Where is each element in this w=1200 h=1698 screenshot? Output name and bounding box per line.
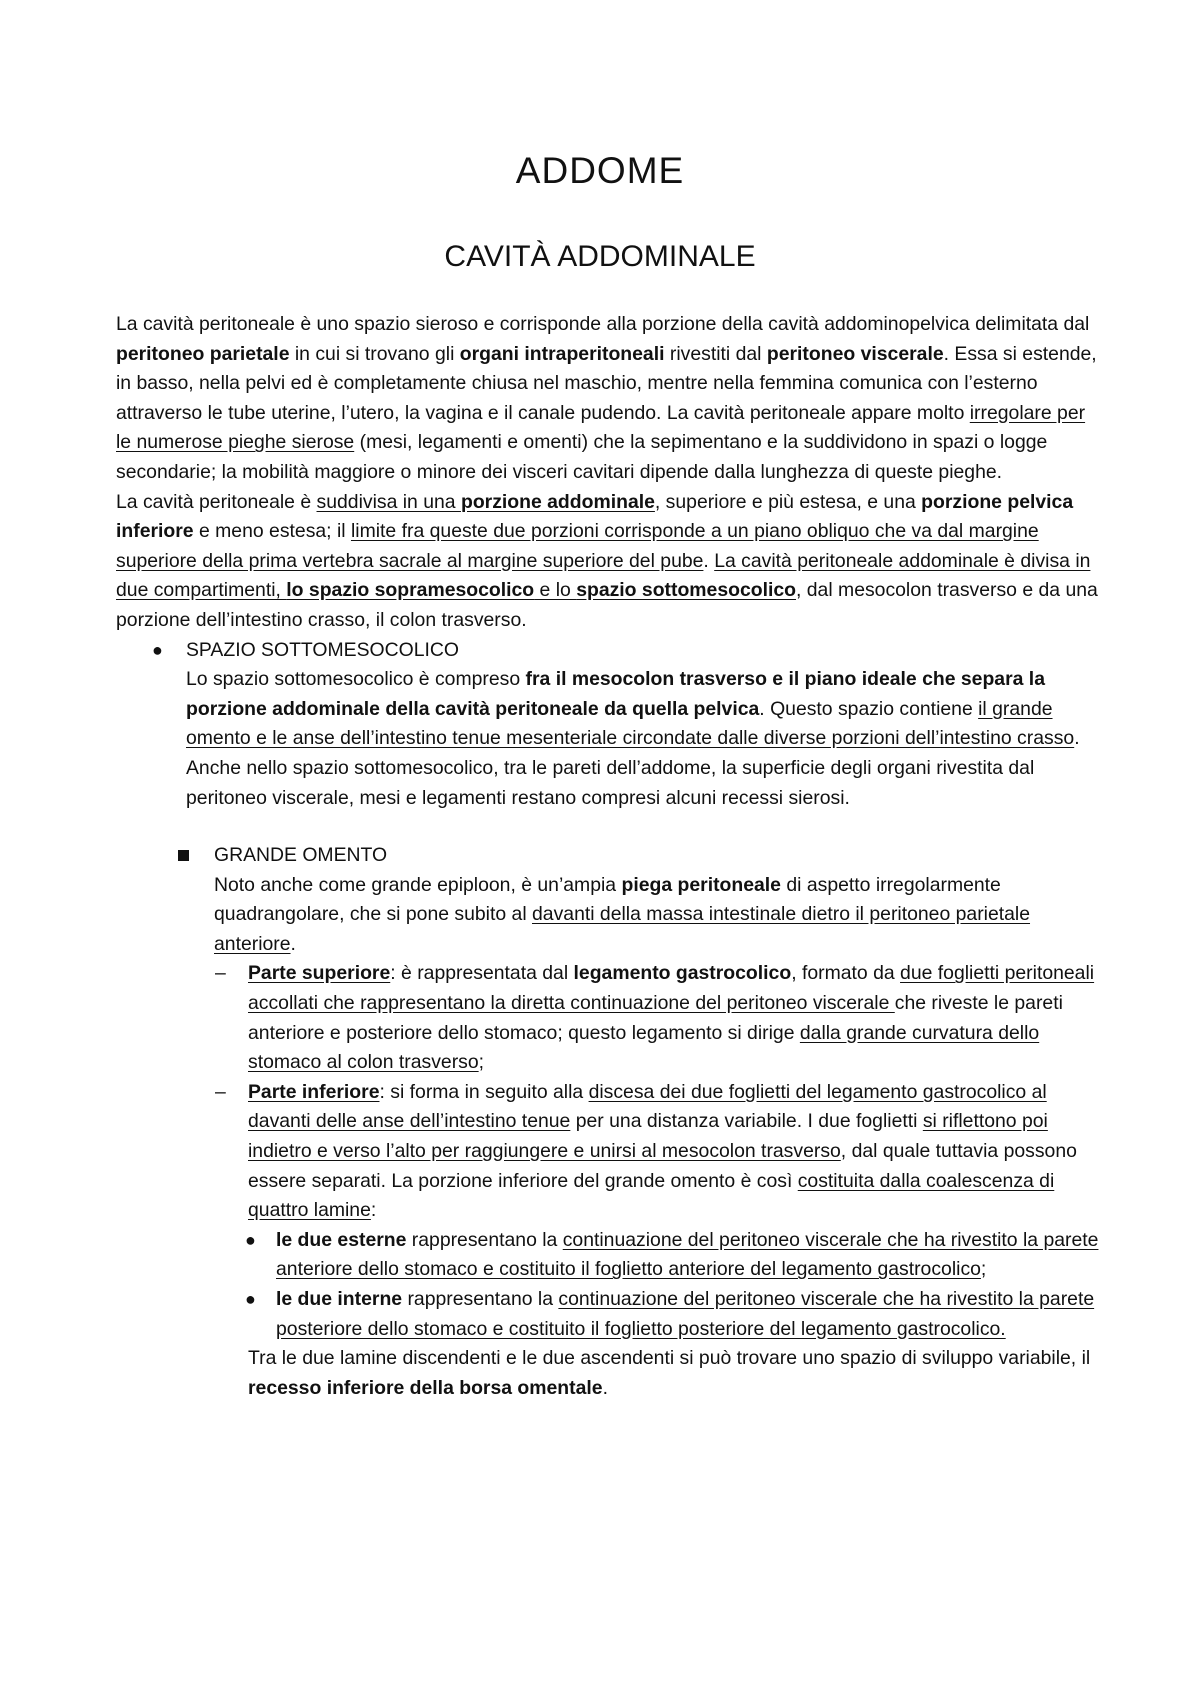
underlined-text: davanti della massa intestinale dietro il peritoneo parietale anteriore — [214, 903, 1031, 955]
bullet-dot-icon: ● — [152, 639, 163, 660]
text: . — [703, 549, 715, 572]
text: . — [602, 1376, 608, 1399]
text: . Questo spazio contiene — [759, 697, 979, 720]
paragraph-closing — [248, 1344, 1101, 1403]
paragraph-grande-omento — [214, 871, 1101, 960]
paragraph-parte-superiore — [248, 959, 1101, 1077]
paragraph-lamine-esterne — [276, 1226, 1101, 1285]
bold-term: le due esterne — [276, 1228, 407, 1251]
paragraph-sottomesocolico — [186, 665, 1101, 813]
text: : si forma in seguito alla — [379, 1080, 589, 1103]
paragraph-intro — [116, 310, 1101, 488]
text: ; — [980, 1258, 987, 1281]
text: . — [290, 932, 296, 955]
paragraph-parte-inferiore — [248, 1078, 1101, 1226]
text: Noto anche come grande epiploon, è un’ampia — [214, 873, 622, 896]
bold-underlined-term: spazio sottomesocolico — [576, 579, 796, 602]
text: in cui si trovano gli — [289, 342, 460, 365]
paragraph-division — [116, 488, 1101, 636]
dash-icon: – — [215, 962, 226, 985]
list-item-lamine-interne — [245, 1285, 1101, 1344]
bold-underlined-term: Parte superiore — [248, 962, 391, 985]
bold-term: legamento gastrocolico — [573, 962, 792, 985]
list-item-parte-inferiore — [215, 1078, 1101, 1226]
underlined-text: irregolare per le numerose pieghe sierose — [116, 401, 1086, 454]
underlined-text: dalla grande curvatura dello stomaco al colon trasverso — [248, 1021, 1040, 1074]
underlined-text: limite fra queste due porzioni corrisponde a un piano obliquo che va dal margine superiore della prima vertebra sacrale al margine superiore del pube — [116, 520, 1039, 572]
text: che riveste le pareti anteriore e posteriore dello stomaco; questo legamento si dirige — [248, 992, 1063, 1044]
text: rappresentano la — [406, 1228, 563, 1251]
list-item-lamine-esterne — [245, 1226, 1101, 1285]
subheading-grande-omento: GRANDE OMENTO — [214, 844, 388, 867]
subheading-sottomesocolico: SPAZIO SOTTOMESOCOLICO — [186, 638, 459, 661]
bold-underlined-term: porzione addominale — [460, 490, 655, 513]
bold-term: recesso inferiore della borsa omentale — [248, 1376, 603, 1399]
page-title: ADDOME — [515, 150, 685, 191]
text: , dal mesocolon trasverso e da una porzione dell’intestino crasso, il colon trasverso. — [116, 579, 1098, 631]
section-title: CAVITÀ ADDOMINALE — [444, 240, 756, 273]
text: (mesi, legamenti e omenti) che la sepimentano e la suddividono in spazi o logge secondarie; la mobilità maggiore o minore dei visceri cavitari dipende dalla lunghezza di queste pieghe. — [116, 431, 1048, 483]
underlined-text: il grande omento e le anse dell’intestino tenue mesenteriale circondate dalle diverse porzioni dell’intestino crasso — [186, 697, 1075, 750]
text: rappresentano la — [402, 1288, 559, 1310]
text: : è rappresentata dal — [390, 962, 574, 985]
text: e meno estesa; il — [193, 520, 351, 543]
bold-term: piega peritoneale — [621, 873, 781, 896]
bold-term: le due interne — [276, 1288, 403, 1310]
text: La cavità peritoneale è uno spazio sieroso e corrisponde alla porzione della cavità addominopelvica delimitata dal — [116, 313, 1090, 335]
underlined-text: continuazione del peritoneo viscerale che ha rivestito la parete anteriore dello stomaco e costituito il foglietto anteriore del legamento gastrocolico — [276, 1228, 1099, 1281]
document-body — [116, 310, 1101, 1403]
underlined-text: e lo — [534, 579, 577, 602]
text: : — [370, 1199, 377, 1222]
bullet-dot-icon: ● — [245, 1289, 256, 1309]
bold-underlined-term: Parte inferiore — [248, 1080, 380, 1103]
bold-underlined-term: lo spazio sopramesocolico — [286, 579, 535, 602]
bullet-dot-icon: ● — [245, 1229, 256, 1250]
text: , formato da — [791, 962, 901, 985]
bold-term: fra il mesocolon trasverso e il piano ideale che separa la porzione addominale della cavità peritoneale da quella pelvica — [186, 668, 1045, 720]
text: . Anche nello spazio sottomesocolico, tra le pareti dell’addome, la superficie degli organi rivestita dal peritoneo viscerale, mesi e legamenti restano compresi alcuni recessi sierosi. — [186, 727, 1080, 809]
bold-term: peritoneo viscerale — [766, 342, 944, 365]
underlined-text: discesa dei due foglietti del legamento gastrocolico al davanti delle anse dell’intestino tenue — [248, 1080, 1047, 1133]
list-item-sottomesocolico — [152, 636, 1101, 814]
text: , superiore e più estesa, e una — [654, 490, 922, 513]
bold-term: porzione pelvica inferiore — [116, 490, 1074, 543]
underlined-text: due foglietti peritoneali accollati che rappresentano la diretta continuazione del peritoneo viscerale — [248, 962, 1095, 1015]
underlined-text: suddivisa in una — [316, 490, 461, 513]
spacer — [116, 813, 1101, 841]
text: per una distanza variabile. I due foglietti — [570, 1110, 923, 1133]
square-bullet-icon — [178, 850, 189, 861]
text: Tra le due lamine discendenti e le due ascendenti si può trovare uno spazio di sviluppo variabile, il — [248, 1347, 1091, 1370]
text: , dal quale tuttavia possono essere separati. La porzione inferiore del grande omento è così — [248, 1140, 1077, 1192]
bold-term: organi intraperitoneali — [459, 342, 665, 365]
text: rivestiti dal — [664, 342, 767, 365]
paragraph-lamine-interne — [276, 1285, 1101, 1344]
text: La cavità peritoneale è — [116, 490, 317, 513]
list-item-parte-superiore — [215, 959, 1101, 1077]
text: di aspetto irregolarmente quadrangolare, che si pone subito al — [214, 873, 1001, 926]
underlined-text: costituita dalla coalescenza di quattro lamine — [248, 1169, 1055, 1222]
text: ; — [478, 1051, 485, 1074]
dash-icon: – — [215, 1080, 226, 1103]
bold-term: peritoneo parietale — [116, 342, 290, 365]
underlined-text: La cavità peritoneale addominale è divisa in due compartimenti, — [116, 549, 1091, 602]
list-item-grande-omento — [214, 841, 1101, 959]
underlined-text: continuazione del peritoneo viscerale che ha rivestito la parete posteriore dello stomaco e costituito il foglietto posteriore del legamento gastrocolico. — [276, 1288, 1095, 1340]
text: Lo spazio sottomesocolico è compreso — [186, 668, 526, 691]
text: . Essa si estende, in basso, nella pelvi ed è completamente chiusa nel maschio, mentre nella femmina comunica con l’esterno attraverso le tube uterine, l’utero, la vagina e il canale pudendo. La cavità peritoneale appare molto — [116, 342, 1097, 424]
underlined-text: si riflettono poi indietro e verso l’alto per raggiungere e unirsi al mesocolon trasverso — [248, 1110, 1048, 1163]
